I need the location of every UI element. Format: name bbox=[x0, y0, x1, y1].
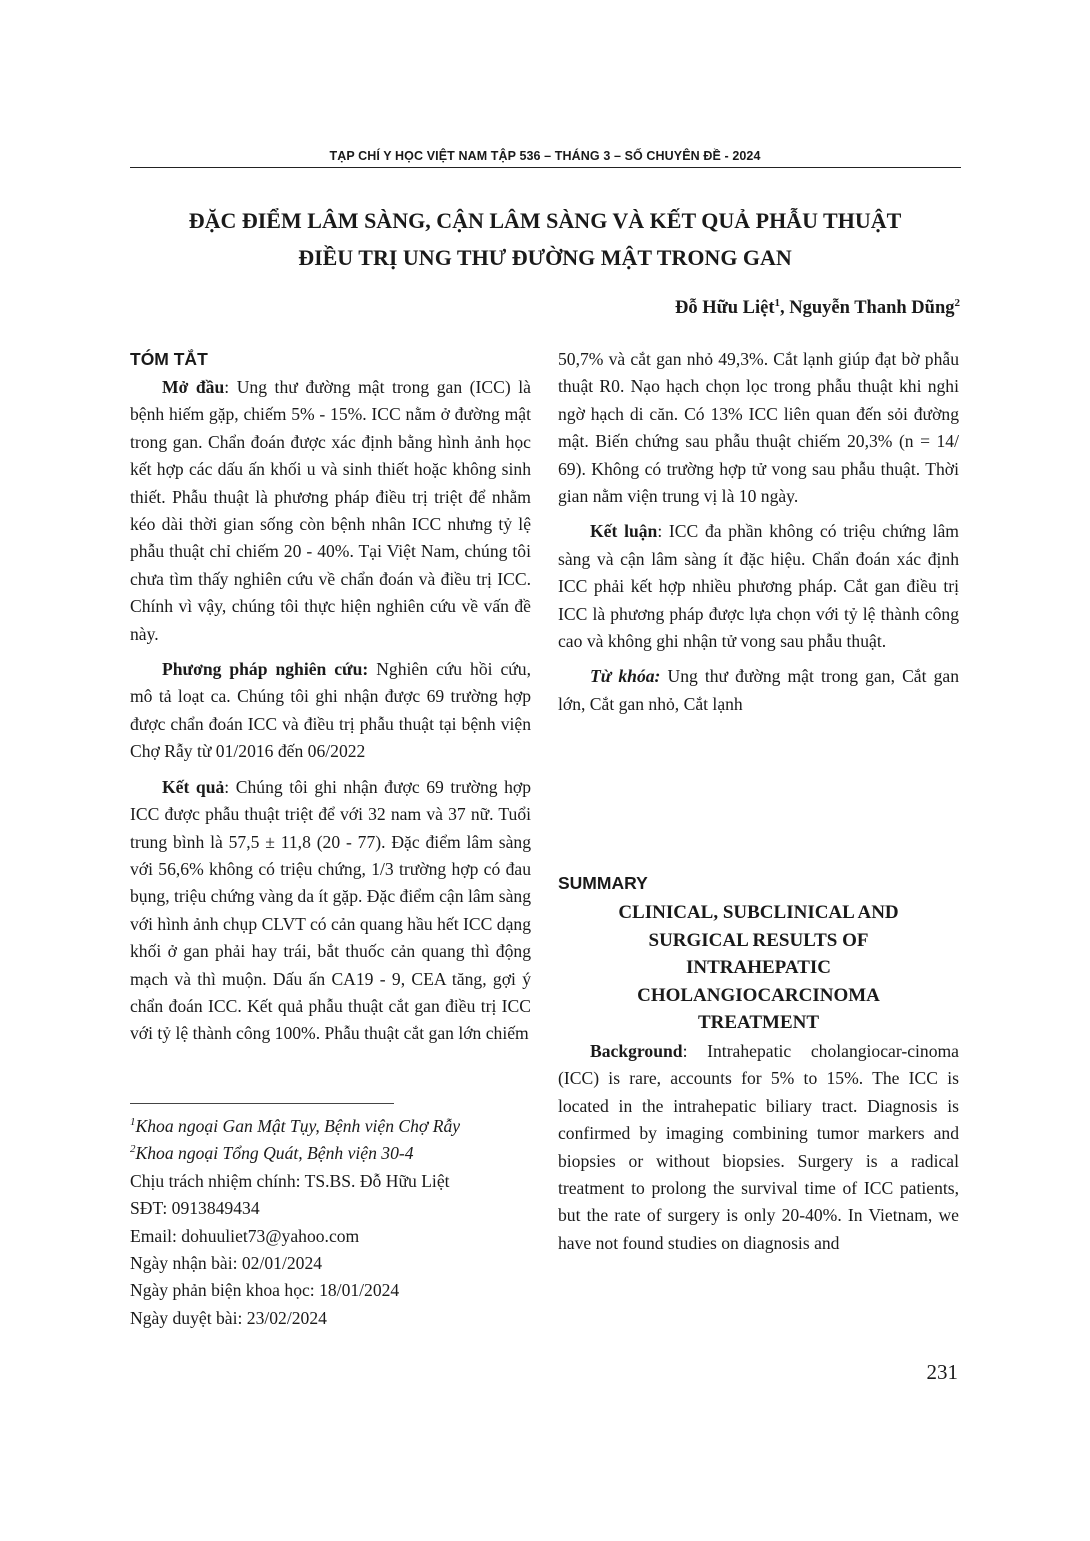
english-title-line-2: SURGICAL RESULTS OF bbox=[648, 929, 869, 951]
methods-paragraph bbox=[130, 656, 531, 766]
english-title bbox=[558, 899, 959, 1037]
footnote-rule bbox=[130, 1103, 394, 1104]
keywords-paragraph bbox=[558, 663, 959, 718]
english-title-line-5: TREATMENT bbox=[697, 1012, 820, 1034]
affiliation-1-text: Khoa ngoại Gan Mật Tụy, Bệnh viện Chợ Rẫy bbox=[135, 1116, 461, 1136]
title-line-2: ĐIỀU TRỊ UNG THƯ ĐƯỜNG MẬT TRONG GAN bbox=[298, 245, 792, 270]
email-address: Email: dohuuliet73@yahoo.com bbox=[130, 1225, 360, 1246]
abstract-vi-right-column bbox=[558, 346, 959, 726]
affiliation-1 bbox=[130, 1113, 550, 1140]
header-rule bbox=[130, 167, 961, 168]
intro-paragraph bbox=[130, 374, 531, 648]
author-1: Đỗ Hữu Liệt bbox=[675, 298, 775, 318]
background-label: Background bbox=[590, 1041, 683, 1061]
results-text: : Chúng tôi ghi nhận được 69 trường hợp ICC được phẫu thuật triệt để với 32 nam và 37 nữ. Tuổi trung bình là 57,5 ± 11,8 (20 - 77). Đặc điểm lâm sàng với 56,6% không có triệu chứng, 1/3 trường hợp có đau bụng, triệu chứng vàng da ít gặp. Đặc điểm cận lâm sàng với hình ảnh chụp CLVT có cản quang hầu hết ICC dạng khối ở gan phải hay trái, bắt thuốc cản quang thì động mạch và thì muộn. Dấu ấn CA19 - 9, CEA tăng, gợi ý chẩn đoán ICC. Kết quả phẫu thuật cắt gan điều trị ICC với tỷ lệ thành công 100%. Phẫu thuật cắt gan lớn chiếm bbox=[130, 776, 531, 1044]
intro-text: : Ung thư đường mật trong gan (ICC) là bệnh hiếm gặp, chiếm 5% - 15%. ICC nằm ở đường mật trong gan. Chẩn đoán được xác định bằng hình ảnh học kết hợp các dấu ấn khối u và sinh thiết hoặc không sinh thiết. Phẫu thuật là phương pháp điều trị triệt để nhằm kéo dài thời gian sống còn bệnh nhân ICC nhưng tỷ lệ phẫu thuật chỉ chiếm 20 - 40%. Tại Việt Nam, chúng tôi chưa tìm thấy nghiên cứu về chẩn đoán và điều trị ICC. Chính vì vậy, chúng tôi thực hiện nghiên cứu về vấn đề này. bbox=[130, 377, 531, 644]
english-title-line-4: CHOLANGIOCARCINOMA bbox=[637, 984, 880, 1006]
english-title-line-3: INTRAHEPATIC bbox=[686, 957, 831, 979]
title-line-1: ĐẶC ĐIỂM LÂM SÀNG, CẬN LÂM SÀNG VÀ KẾT QUẢ PHẪU THUẬT bbox=[188, 208, 902, 233]
keywords-text: Ung thư đường mật trong gan, Cắt gan lớn, Cắt gan nhỏ, Cắt lạnh bbox=[558, 666, 959, 714]
abstract-vi-heading: TÓM TẮT bbox=[130, 349, 208, 369]
results-continued-paragraph: 50,7% và cắt gan nhỏ 49,3%. Cắt lạnh giúp đạt bờ phẫu thuật R0. Nạo hạch chọn lọc trong phẫu thuật khi nghi ngờ hạch di căn. Có 13% ICC liên quan đến sỏi đường mật. Biến chứng sau phẫu thuật chiếm 20,3% (n = 14/ 69). Không có trường hợp tử vong sau phẫu thuật. Thời gian nằm viện trung vị là 10 ngày. bbox=[558, 349, 959, 507]
author-2-affiliation-mark: 2 bbox=[954, 296, 960, 309]
reviewed-date: Ngày phản biện khoa học: 18/01/2024 bbox=[130, 1280, 400, 1301]
results-paragraph bbox=[130, 774, 531, 1048]
footnotes bbox=[130, 1113, 550, 1332]
journal-header: TẠP CHÍ Y HỌC VIỆT NAM TẬP 536 – THÁNG 3 – SỐ CHUYÊN ĐỀ - 2024 bbox=[329, 149, 761, 163]
article-title bbox=[130, 202, 960, 276]
conclusion-text: : ICC đa phần không có triệu chứng lâm sàng và cận lâm sàng ít đặc hiệu. Chẩn đoán xác định ICC phải kết hợp nhiều phương pháp. Cắt gan điều trị ICC là phương pháp được lựa chọn với tỷ lệ thành công cao và không ghi nhận tử vong sau phẫu thuật. bbox=[558, 521, 959, 652]
affiliation-2-text: Khoa ngoại Tổng Quát, Bệnh viện 30-4 bbox=[135, 1143, 414, 1164]
phone-number: SĐT: 0913849434 bbox=[130, 1198, 260, 1219]
background-paragraph bbox=[558, 1038, 959, 1257]
intro-label: Mở đầu bbox=[162, 377, 225, 397]
corresponding-author: Chịu trách nhiệm chính: TS.BS. Đỗ Hữu Liệt bbox=[130, 1170, 450, 1191]
page-number: 231 bbox=[926, 1360, 958, 1384]
abstract-en-heading: SUMMARY bbox=[558, 873, 648, 893]
background-text: : Intrahepatic cholangiocar-cinoma (ICC) is rare, accounts for 5% to 15%. The ICC is located in the intrahepatic biliary tract. Diagnosis is confirmed by imaging combining tumor markers and biopsies or without biopsies. Surgery is a radical treatment to prolong the survival time of ICC patients, but the rate of surgery is only 20-40%. In Vietnam, we have not found studies on diagnosis and bbox=[558, 1041, 959, 1253]
received-date: Ngày nhận bài: 02/01/2024 bbox=[130, 1253, 323, 1274]
author-separator: , bbox=[780, 298, 790, 318]
abstract-vi-left-column bbox=[130, 374, 531, 1056]
methods-text: Nghiên cứu hồi cứu, mô tả loạt ca. Chúng tôi ghi nhận được 69 trường hợp được chẩn đoán ICC và điều trị phẫu thuật tại bệnh viện Chợ Rẫy từ 01/2016 đến 06/2022 bbox=[130, 659, 531, 762]
affiliation-1-mark: 1 bbox=[130, 1116, 136, 1129]
methods-label: Phương pháp nghiên cứu: bbox=[162, 659, 369, 680]
english-title-line-1: CLINICAL, SUBCLINICAL AND bbox=[618, 902, 899, 923]
author-2: Nguyễn Thanh Dũng bbox=[789, 298, 955, 318]
conclusion-label: Kết luận bbox=[590, 521, 658, 542]
conclusion-paragraph bbox=[558, 518, 959, 655]
author-1-affiliation-mark: 1 bbox=[774, 296, 781, 309]
affiliation-2-mark: 2 bbox=[130, 1143, 136, 1156]
author-list bbox=[675, 298, 960, 319]
accepted-date: Ngày duyệt bài: 23/02/2024 bbox=[130, 1307, 327, 1328]
keywords-label: Từ khóa: bbox=[590, 666, 661, 687]
affiliation-2 bbox=[130, 1140, 550, 1167]
abstract-en-body bbox=[558, 1038, 959, 1265]
results-label: Kết quả bbox=[162, 776, 225, 797]
